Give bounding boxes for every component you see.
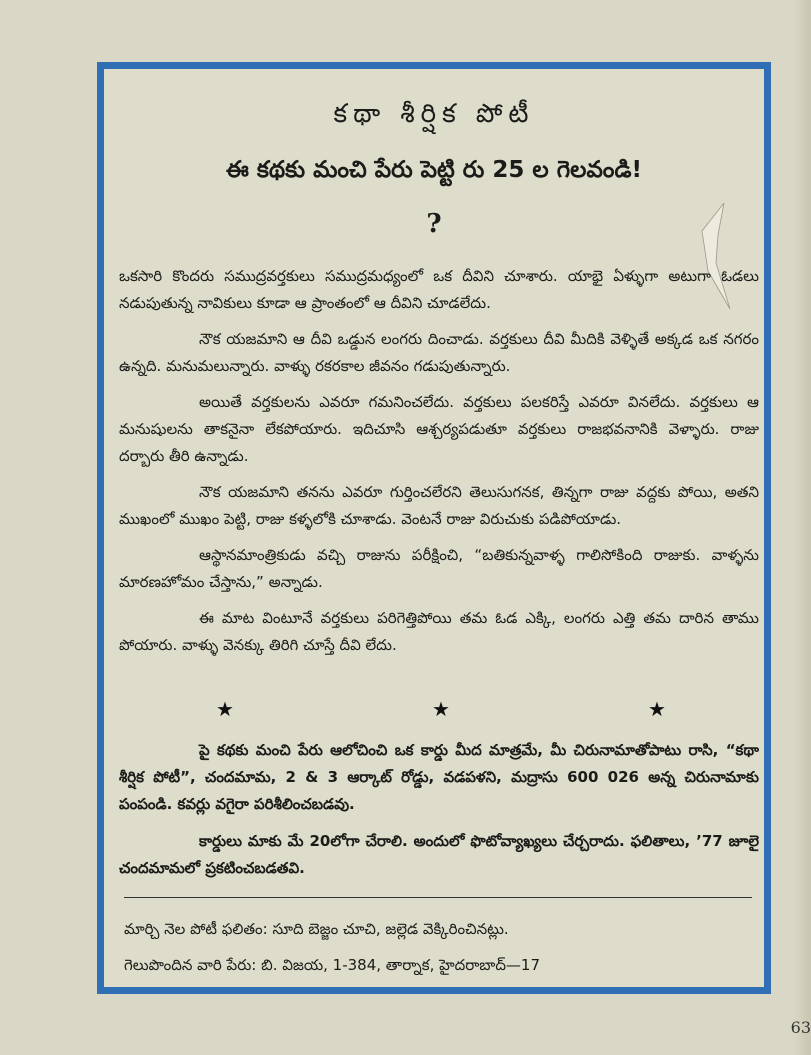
result-announcement: మార్చి నెల పోటీ ఫలితం: సూది బెజ్జం చూచి, జల్లెడ వెక్కిరించినట్లు.: [124, 920, 509, 938]
story-paragraph: ఒకసారి కొందరు సముద్రవర్తకులు సముద్రమధ్యంలో ఒక దీవిని చూశారు. యాభై ఏళ్ళుగా అటుగా ఓడలు నడుపుతున్న నావికులు కూడా ఆ ప్రాంతంలో ఆ దీవిని చూడలేదు.: [119, 267, 759, 312]
prize-subtitle: ఈ కథకు మంచి పేరు పెట్టి రు 25 ల గెలవండి!: [226, 157, 642, 183]
story-paragraph: నౌక యజమాని తనను ఎవరూ గుర్తించలేరని తెలుసుగనక, తిన్నగా రాజు వద్దకు పోయి, అతని ముఖంలో ముఖం పెట్టి, రాజు కళ్ళలోకి చూశాడు. వెంటనే రాజు విరుచుకు పడిపోయాడు.: [119, 483, 759, 528]
page-title: కథా శీర్షిక పోటీ: [333, 99, 535, 129]
story-paragraph: ఈ మాట వింటూనే వర్తకులు పరిగెత్తిపోయి తమ ఓడ ఎక్కి, లంగరు ఎత్తి తమ దారిన తాము పోయారు. వాళ్ళు వెనక్కు తిరిగి చూస్తే దీవి లేదు.: [119, 609, 759, 654]
winner-details: గెలుపొందిన వారి పేరు: బి. విజయ, 1-384, తార్నాక, హైదరాబాద్—17: [124, 956, 541, 974]
title-question-mark: ?: [426, 209, 442, 239]
story-paragraph: ఆస్థానమాంత్రికుడు వచ్చి రాజును పరీక్షించి, “బతికున్నవాళ్ళ గాలిసోకింది రాజుకు. వాళ్ళను మారణహోమం చేస్తాను,” అన్నాడు.: [119, 546, 759, 591]
story-text: [119, 263, 759, 668]
contest-frame: [97, 62, 771, 994]
star-icon: ★: [648, 697, 666, 721]
contest-rules: [119, 737, 759, 892]
rules-paragraph: పై కథకు మంచి పేరు ఆలోచించి ఒక కార్డు మీద మాత్రమే, మీ చిరునామాతోపాటు రాసి, “కథా శీర్షిక పోటీ”, చందమామ, 2 & 3 ఆర్కాట్ రోడ్డు, వడపళని, మద్రాసు 600 026 అన్న చిరునామాకు పంపండి. కవర్లు వగైరా పరిశీలించబడవు.: [119, 741, 759, 813]
story-paragraph: అయితే వర్తకులను ఎవరూ గమనించలేదు. వర్తకులు పలకరిస్తే ఎవరూ వినలేదు. వర్తకులు ఆ మనుషులను తాకనైనా లేకపోయారు. ఇదిచూసి ఆశ్చర్యపడుతూ వర్తకులు రాజభవనానికి వెళ్ళారు. రాజు దర్బారు తీరి ఉన్నాడు.: [119, 393, 759, 465]
star-icon: ★: [432, 697, 450, 721]
divider-line: [124, 897, 752, 898]
rules-paragraph: కార్డులు మాకు మే 20లోగా చేరాలి. అందులో ఫొటోవ్యాఖ్యలు చేర్చరాదు. ఫలితాలు, ’77 జూలై చందమామలో ప్రకటించబడతవి.: [119, 832, 759, 877]
story-paragraph: నౌక యజమాని ఆ దీవి ఒడ్డున లంగరు దించాడు. వర్తకులు దీవి మీదికి వెళ్ళితే అక్కడ ఒక నగరం ఉన్నది. మనుమలున్నారు. వాళ్ళు రకరకాల జీవనం గడుపుతున్నారు.: [119, 330, 759, 375]
star-divider: [104, 697, 764, 721]
previous-result: [124, 911, 754, 983]
page-number: 63: [790, 1018, 811, 1037]
star-icon: ★: [216, 697, 234, 721]
page-edge: [790, 0, 811, 1055]
